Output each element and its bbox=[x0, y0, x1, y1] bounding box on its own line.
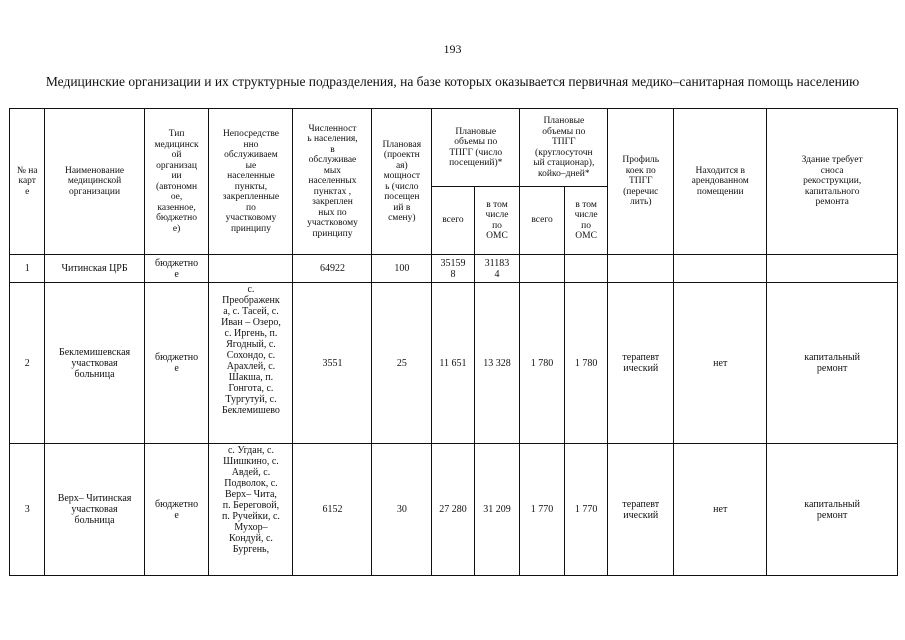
header-row bbox=[10, 109, 898, 187]
cell-capacity: 100 bbox=[372, 255, 432, 283]
cell-capacity: 30 bbox=[372, 444, 432, 576]
cell-visits-oms: 31183 4 bbox=[474, 255, 520, 283]
cell-capacity: 25 bbox=[372, 283, 432, 444]
cell-type: бюджетно е bbox=[144, 255, 209, 283]
cell-population: 6152 bbox=[293, 444, 372, 576]
header-beds-total: всего bbox=[520, 187, 565, 255]
header-visits-total: всего bbox=[432, 187, 475, 255]
header-num: № на карт е bbox=[10, 109, 45, 255]
cell-beds-total: 1 770 bbox=[520, 444, 565, 576]
cell-areas: с. Преображенк а, с. Тасей, с. Иван – Озеро, с. Иргень, п. Ягодный, с. Сохондо, с. Арахлей, с. Шакша, п. Гонгота, с. Тургутуй, с. Беклемишево bbox=[209, 283, 293, 444]
header-areas: Непосредстве нно обслуживаем ые населенные пункты, закрепленные по участковому принципу bbox=[209, 109, 293, 255]
table-row bbox=[10, 283, 898, 444]
cell-beds-total bbox=[520, 255, 565, 283]
cell-demolition: капитальный ремонт bbox=[767, 283, 898, 444]
cell-population: 3551 bbox=[293, 283, 372, 444]
cell-beds-oms bbox=[564, 255, 608, 283]
header-rented: Находится в арендованном помещении bbox=[674, 109, 767, 255]
cell-num: 2 bbox=[10, 283, 45, 444]
cell-visits-total: 35159 8 bbox=[432, 255, 475, 283]
header-beddays: Плановые объемы по ТПГГ (круглосуточн ый стационар), койко–дней* bbox=[520, 109, 608, 187]
page-number: 193 bbox=[443, 42, 462, 56]
cell-demolition bbox=[767, 255, 898, 283]
cell-name: Верх– Читинская участковая больница bbox=[45, 444, 144, 576]
cell-type: бюджетно е bbox=[144, 283, 209, 444]
header-capacity: Плановая (проектн ая) мощност ь (число посещен ий в смену) bbox=[372, 109, 432, 255]
cell-rented: нет bbox=[674, 444, 767, 576]
cell-visits-total: 11 651 bbox=[432, 283, 475, 444]
cell-areas bbox=[209, 255, 293, 283]
cell-profile bbox=[608, 255, 674, 283]
header-profile: Профиль коек по ТПГГ (перечис лить) bbox=[608, 109, 674, 255]
cell-beds-oms: 1 770 bbox=[564, 444, 608, 576]
cell-population: 64922 bbox=[293, 255, 372, 283]
cell-beds-oms: 1 780 bbox=[564, 283, 608, 444]
cell-rented: нет bbox=[674, 283, 767, 444]
page-title: Медицинские организации и их структурные подразделения, на базе которых оказывается первичная медико–санитарная помощь населению bbox=[45, 74, 860, 89]
cell-demolition: капитальный ремонт bbox=[767, 444, 898, 576]
header-visits-oms: в том числе по ОМС bbox=[474, 187, 520, 255]
header-type: Тип медицинск ой организац ии (автономн ое, казенное, бюджетно е) bbox=[144, 109, 209, 255]
medical-organizations-table bbox=[9, 108, 898, 576]
cell-name: Читинская ЦРБ bbox=[45, 255, 144, 283]
cell-profile: терапевт ический bbox=[608, 444, 674, 576]
table-row bbox=[10, 255, 898, 283]
header-beds-oms: в том числе по ОМС bbox=[564, 187, 608, 255]
cell-beds-total: 1 780 bbox=[520, 283, 565, 444]
cell-areas: с. Угдан, с. Шишкино, с. Авдей, с. Подволок, с. Верх– Чита, п. Береговой, п. Ручейки, с. Мухор– Кондуй, с. Бургень, bbox=[209, 444, 293, 576]
header-demolition: Здание требует сноса рекострукции, капитального ремонта bbox=[767, 109, 898, 255]
header-visits: Плановые объемы по ТПГГ (число посещений)* bbox=[432, 109, 520, 187]
cell-visits-total: 27 280 bbox=[432, 444, 475, 576]
cell-profile: терапевт ический bbox=[608, 283, 674, 444]
header-population: Численност ь населения, в обслуживае мых населенных пунктах , закреплен ных по участковому принципу bbox=[293, 109, 372, 255]
cell-type: бюджетно е bbox=[144, 444, 209, 576]
cell-name: Беклемишевская участковая больница bbox=[45, 283, 144, 444]
cell-rented bbox=[674, 255, 767, 283]
cell-num: 1 bbox=[10, 255, 45, 283]
header-name: Наименование медицинской организации bbox=[45, 109, 144, 255]
table-row bbox=[10, 444, 898, 576]
cell-visits-oms: 31 209 bbox=[474, 444, 520, 576]
cell-num: 3 bbox=[10, 444, 45, 576]
cell-visits-oms: 13 328 bbox=[474, 283, 520, 444]
